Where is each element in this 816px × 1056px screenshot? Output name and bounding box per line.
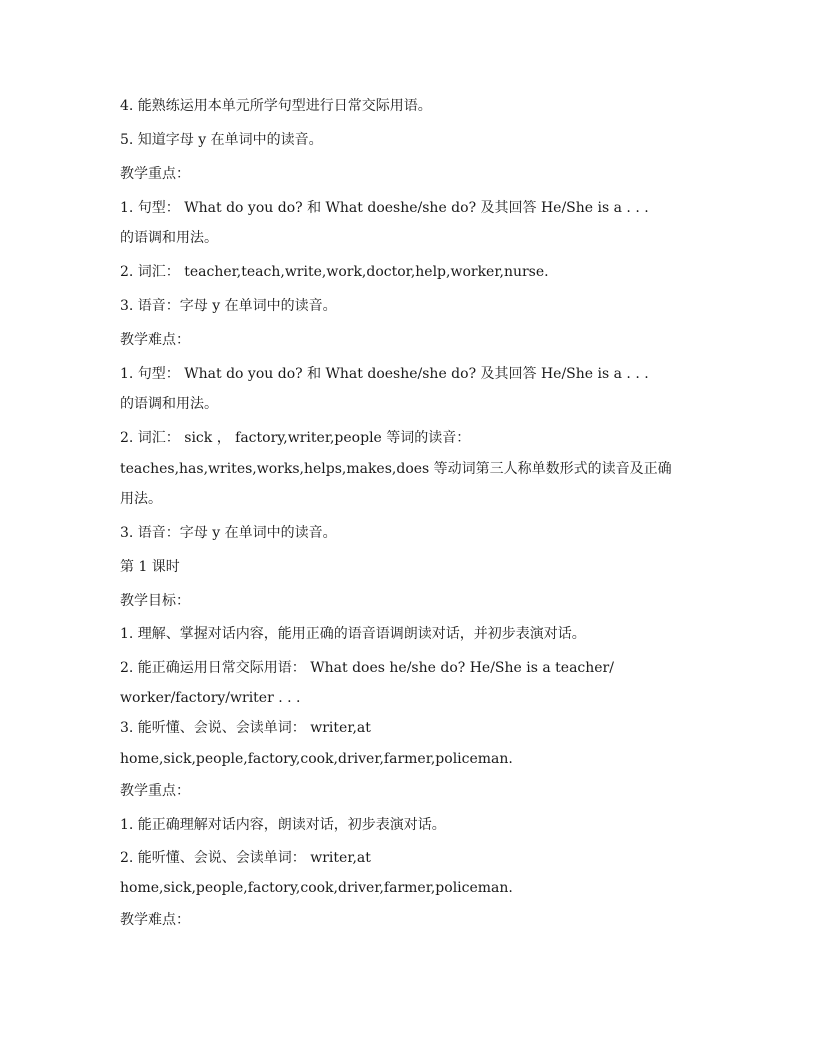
text-line: 的语调和用法。 xyxy=(120,396,218,412)
text-line: 1. 能正确理解对话内容，朗读对话，初步表演对话。 xyxy=(120,817,446,833)
text-line: 1. 句型： What do you do? 和 What doeshe/she do? 及其回答 He/She is a . . . xyxy=(120,200,649,216)
text-line: 3. 语音：字母 y 在单词中的读音。 xyxy=(120,525,337,541)
section-heading: 教学重点： xyxy=(120,783,190,799)
section-heading: 教学重点： xyxy=(120,166,190,182)
text-line: 3. 语音：字母 y 在单词中的读音。 xyxy=(120,298,337,314)
text-line: 4. 能熟练运用本单元所学句型进行日常交际用语。 xyxy=(120,98,432,114)
text-line: worker/factory/writer . . . xyxy=(120,690,301,706)
section-heading: 教学难点： xyxy=(120,332,190,348)
text-line: 2. 词汇： sick ， factory,writer,people 等词的读音： xyxy=(120,430,471,446)
text-line: 3. 能听懂、会说、会读单词： writer,at xyxy=(120,720,371,736)
text-line: 的语调和用法。 xyxy=(120,230,218,246)
text-line: teaches,has,writes,works,helps,makes,does 等动词第三人称单数形式的读音及正确 xyxy=(120,461,672,477)
text-line: 2. 能听懂、会说、会读单词： writer,at xyxy=(120,850,371,866)
text-line: 1. 句型： What do you do? 和 What doeshe/she do? 及其回答 He/She is a . . . xyxy=(120,366,649,382)
text-line: 2. 能正确运用日常交际用语： What does he/she do? He/She is a teacher/ xyxy=(120,660,614,676)
lesson-heading: 第 1 课时 xyxy=(120,559,180,575)
text-line: home,sick,people,factory,cook,driver,farmer,policeman. xyxy=(120,880,513,896)
text-line: home,sick,people,factory,cook,driver,farmer,policeman. xyxy=(120,751,513,767)
text-line: 5. 知道字母 y 在单词中的读音。 xyxy=(120,132,323,148)
text-line: 用法。 xyxy=(120,491,162,507)
text-line: 2. 词汇： teacher,teach,write,work,doctor,help,worker,nurse. xyxy=(120,264,549,280)
text-line: 1. 理解、掌握对话内容，能用正确的语音语调朗读对话，并初步表演对话。 xyxy=(120,626,586,642)
section-heading: 教学目标： xyxy=(120,593,190,609)
section-heading: 教学难点： xyxy=(120,912,190,928)
